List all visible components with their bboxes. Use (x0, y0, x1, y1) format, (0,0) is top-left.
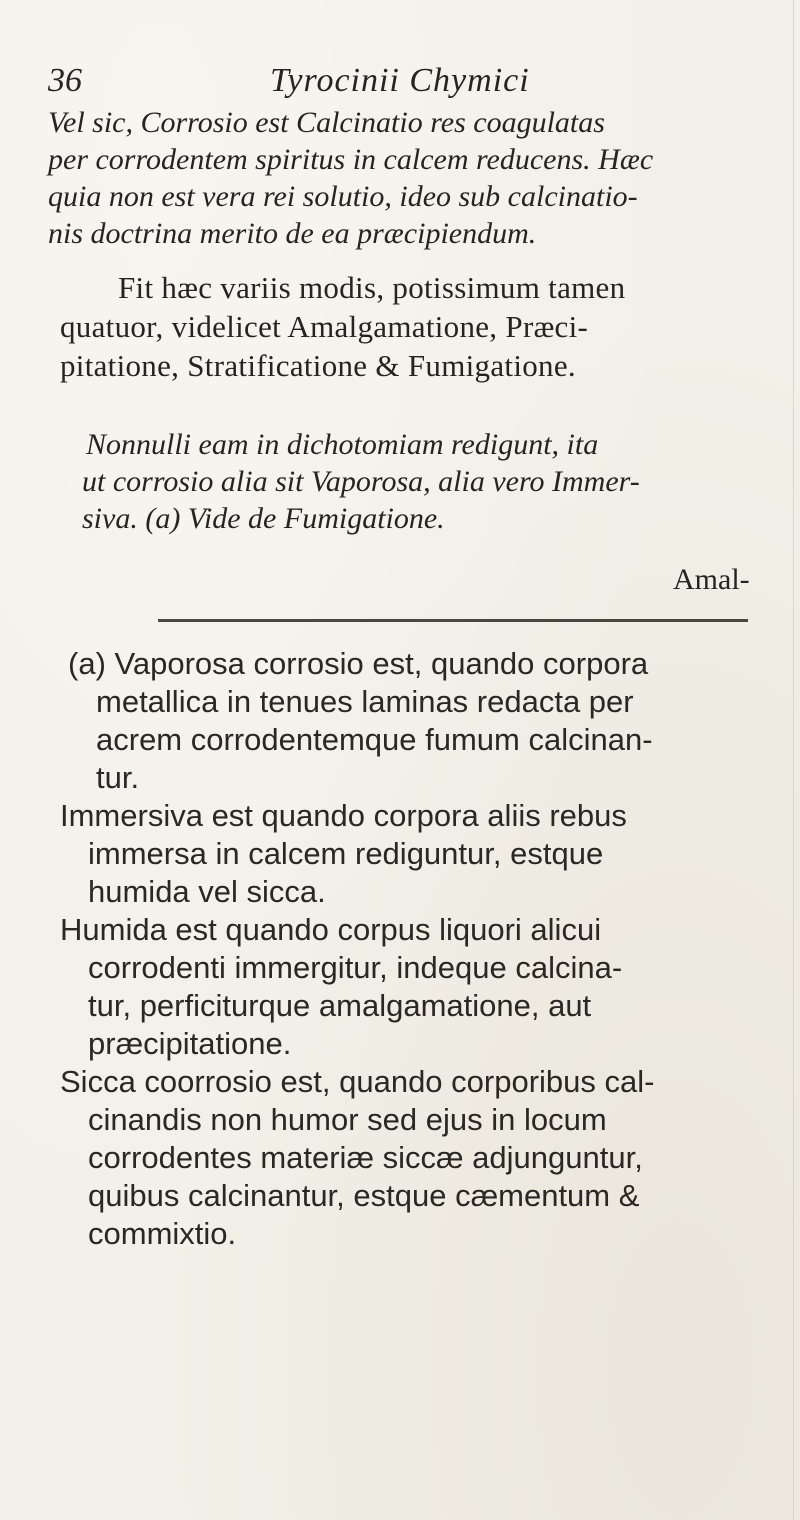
intro-paragraph (48, 104, 788, 252)
text-line: Humida est quando corpus liquori alicui (60, 912, 602, 947)
footnote (60, 797, 790, 911)
text-line: quia non est vera rei solutio, ideo sub calcinatio- (48, 180, 638, 213)
text-line: corrodentes materiæ siccæ adjunguntur, (88, 1140, 643, 1175)
page-number: 36 (48, 62, 82, 99)
text-line: metallica in tenues laminas redacta per (96, 684, 634, 719)
dichotomy-paragraph (82, 426, 786, 537)
running-title: Tyrocinii Chymici (270, 62, 530, 99)
page-edge (793, 0, 794, 1520)
text-line: tur. (96, 760, 140, 795)
main-paragraph (60, 268, 790, 385)
text-line: præcipitatione. (88, 1026, 292, 1061)
text-line: Nonnulli eam in dichotomiam redigunt, ita (86, 428, 599, 461)
text-line: siva. (a) Vide de Fumigatione. (82, 502, 445, 535)
text-line: Sicca coorrosio est, quando corporibus cal- (60, 1064, 655, 1099)
text-line: humida vel sicca. (88, 874, 326, 909)
text-line: ut corrosio alia sit Vaporosa, alia vero Immer- (82, 465, 640, 498)
text-line: Vel sic, Corrosio est Calcinatio res coagulatas (48, 106, 605, 139)
text-line: nis doctrina merito de ea præcipiendum. (48, 217, 537, 250)
text-line: Fit hæc variis modis, potissimum tamen (118, 270, 626, 305)
footnote (60, 1063, 790, 1253)
catchword: Amal- (673, 563, 750, 596)
text-line: quatuor, videlicet Amalgamatione, Præci- (60, 309, 589, 344)
footnote-divider (158, 619, 748, 622)
text-line: cinandis non humor sed ejus in locum (88, 1102, 607, 1137)
text-line: Immersiva est quando corpora aliis rebus (60, 798, 627, 833)
footnotes (60, 645, 790, 1253)
text-line: acrem corrodentemque fumum calcinan- (96, 722, 653, 757)
page-header (48, 62, 748, 102)
text-line: pitatione, Stratificatione & Fumigatione. (60, 348, 576, 383)
text-line: per corrodentem spiritus in calcem reducens. Hæc (48, 143, 654, 176)
text-line: quibus calcinantur, estque cæmentum & (88, 1178, 640, 1213)
text-line: commixtio. (88, 1216, 237, 1251)
footnote (68, 645, 790, 797)
text-line: corrodenti immergitur, indeque calcina- (88, 950, 623, 985)
footnote (60, 911, 790, 1063)
text-line: tur, perficiturque amalgamatione, aut (88, 988, 592, 1023)
text-line: immersa in calcem rediguntur, estque (88, 836, 604, 871)
text-line: (a) Vaporosa corrosio est, quando corpora (68, 646, 649, 681)
